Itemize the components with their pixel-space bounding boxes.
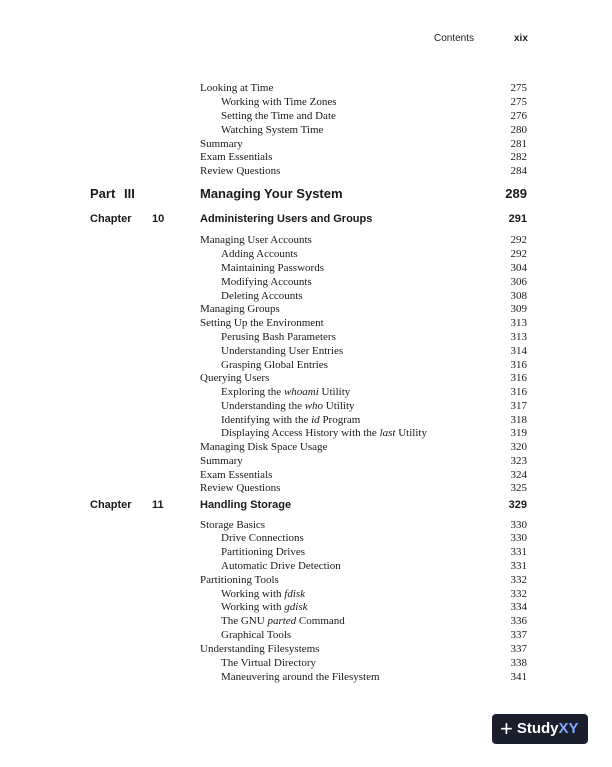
brand-name: StudyXY [516,720,579,737]
toc-entry[interactable]: Understanding Filesystems 337 [200,643,527,655]
toc-entry[interactable]: Setting the Time and Date 276 [221,110,527,122]
toc-entry[interactable]: Looking at Time 275 [200,82,527,94]
toc-entry[interactable]: Partitioning Drives 331 [221,546,527,558]
toc-entry[interactable]: Drive Connections 330 [221,532,527,544]
running-header [0,33,612,47]
toc-entry[interactable]: Review Questions 284 [200,165,527,177]
toc-entry[interactable]: Setting Up the Environment 313 [200,317,527,329]
toc-entry[interactable]: Graphical Tools 337 [221,629,527,641]
toc-entry[interactable]: Querying Users 316 [200,372,527,384]
toc-entry[interactable]: Maneuvering around the Filesystem 341 [221,671,527,683]
toc-entry[interactable]: Watching System Time 280 [221,124,527,136]
toc-entry[interactable]: Working with fdisk 332 [221,588,527,600]
toc-entry[interactable]: Displaying Access History with the last Utility 319 [221,427,527,439]
toc-entry[interactable]: Understanding User Entries 314 [221,345,527,357]
header-title: Contents [434,33,475,44]
header-page-number: xix [514,33,528,44]
toc-entry[interactable]: Perusing Bash Parameters 313 [221,331,527,343]
toc-entry[interactable]: Understanding the who Utility 317 [221,400,527,412]
toc-entry[interactable]: Maintaining Passwords 304 [221,262,527,274]
studyxy-logo [492,714,588,744]
toc-entry[interactable]: Adding Accounts 292 [221,248,527,260]
toc-entry[interactable]: The GNU parted Command 336 [221,615,527,627]
toc-entry[interactable]: Summary 323 [200,455,527,467]
toc-entry[interactable]: Exploring the whoami Utility 316 [221,386,527,398]
toc-entry[interactable]: Identifying with the id Program 318 [221,414,527,426]
toc-entry[interactable]: Partitioning Tools 332 [200,574,527,586]
toc-entry[interactable]: Storage Basics 330 [200,519,527,531]
chapter-heading[interactable]: Chapter 10 Administering Users and Groups 291 [90,213,527,225]
toc-entry[interactable]: Managing Disk Space Usage 320 [200,441,527,453]
toc-entry[interactable]: Review Questions 325 [200,482,527,494]
toc-entry[interactable]: Managing Groups 309 [200,303,527,315]
part-heading[interactable]: Part III Managing Your System 289 [90,186,527,201]
toc-entry[interactable]: The Virtual Directory 338 [221,657,527,669]
toc-entry[interactable]: Summary 281 [200,138,527,150]
toc-entry[interactable]: Exam Essentials 282 [200,151,527,163]
toc-entry[interactable]: Working with gdisk 334 [221,601,527,613]
toc-entry[interactable]: Deleting Accounts 308 [221,290,527,302]
toc-entry[interactable]: Working with Time Zones 275 [221,96,527,108]
toc-entry[interactable]: Exam Essentials 324 [200,469,527,481]
plus-icon: + [500,716,513,741]
toc-entry[interactable]: Managing User Accounts 292 [200,234,527,246]
toc-entry[interactable]: Modifying Accounts 306 [221,276,527,288]
toc-entry[interactable]: Automatic Drive Detection 331 [221,560,527,572]
toc-entry[interactable]: Grasping Global Entries 316 [221,359,527,371]
chapter-heading[interactable]: Chapter 11 Handling Storage 329 [90,499,527,511]
